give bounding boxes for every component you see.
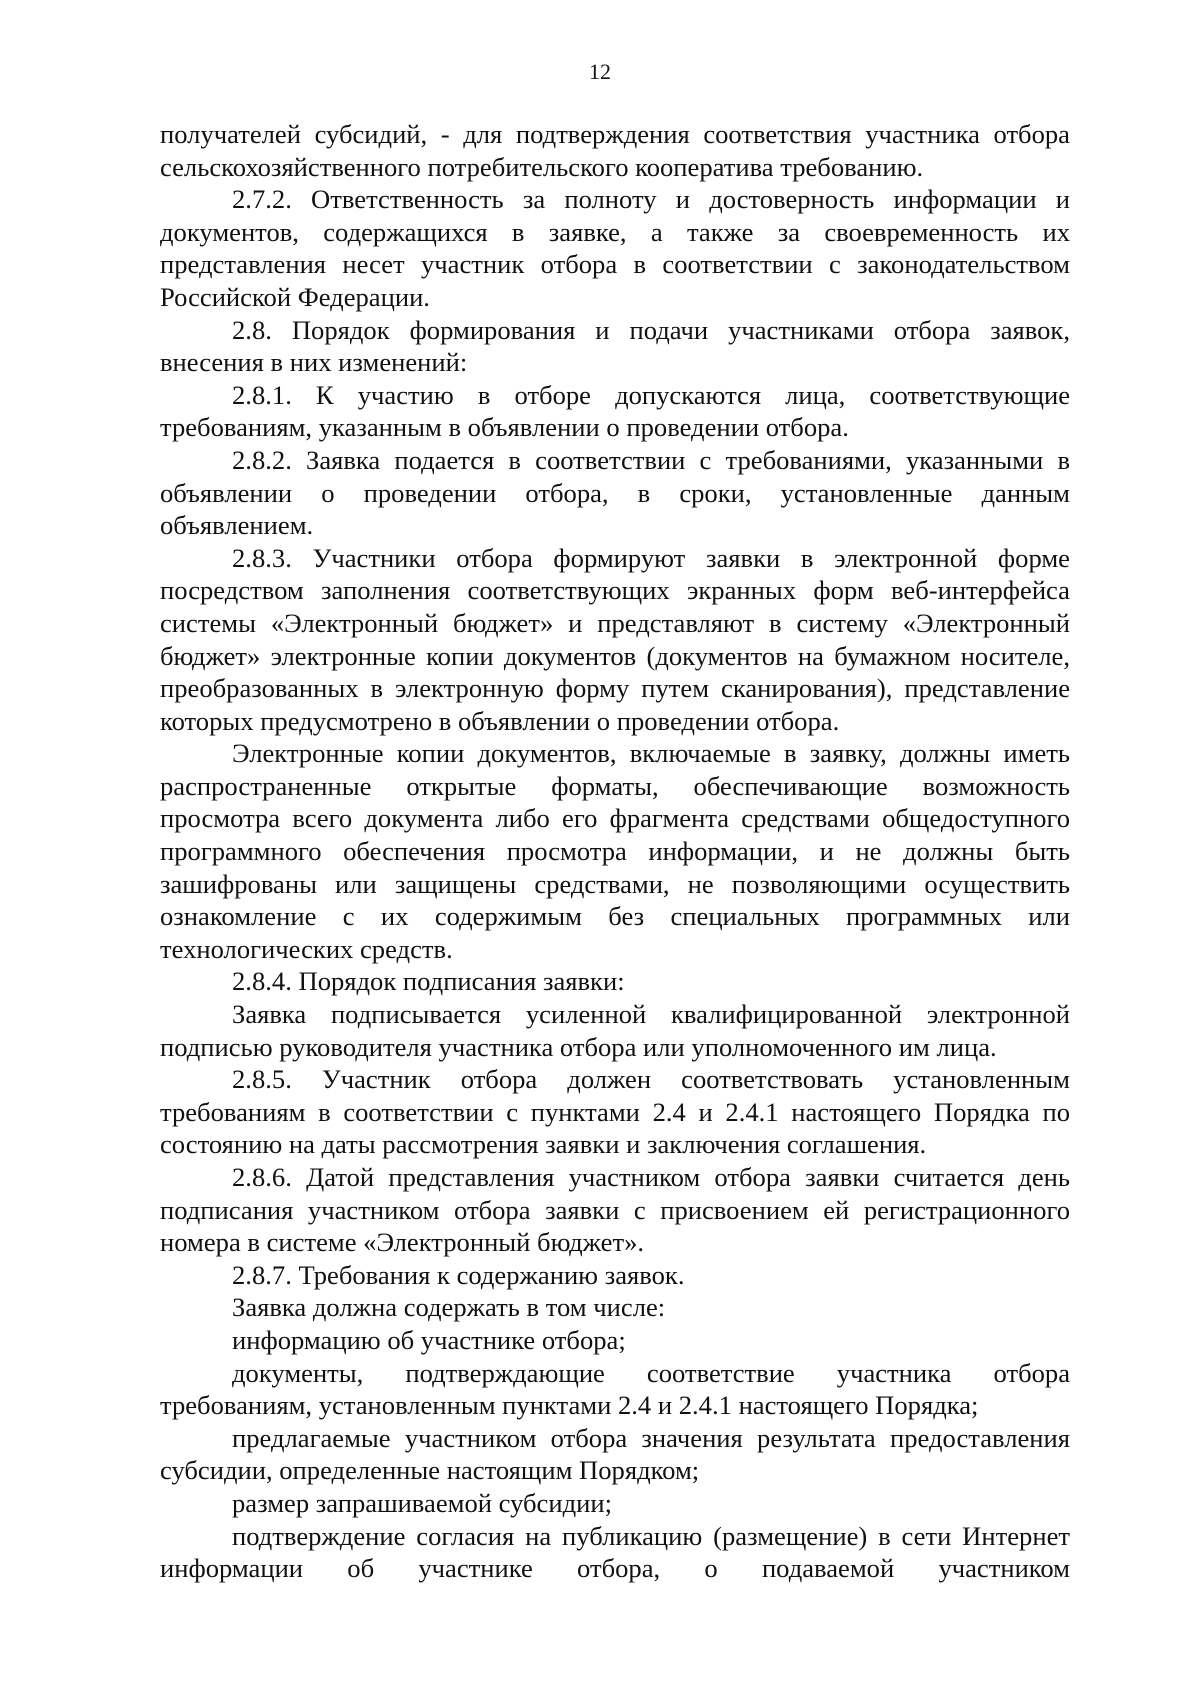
paragraph: 2.8.5. Участник отбора должен соответствовать установленным требованиям в соответствии с пунктами 2.4 и 2.4.1 настоящего Порядка по состоянию на даты рассмотрения заявки и заключения соглашения. — [160, 1064, 1070, 1160]
paragraph: Заявка подписывается усиленной квалифицированной электронной подписью руководителя участника отбора или уполномоченного им лица. — [160, 999, 1070, 1062]
paragraph: получателей субсидий, - для подтверждения соответствия участника отбора сельскохозяйственного потребительского кооператива требованию. — [160, 119, 1070, 182]
paragraph: 2.7.2. Ответственность за полноту и достоверность информации и документов, содержащихся в заявке, а также за своевременность их представления несет участник отбора в соответствии с законодательством Российской Федерации. — [160, 184, 1070, 312]
document-body — [160, 118, 1070, 1585]
paragraph: размер запрашиваемой субсидии; — [232, 1487, 612, 1518]
paragraph: Заявка должна содержать в том числе: — [232, 1292, 666, 1323]
paragraph: 2.8.6. Датой представления участником отбора заявки считается день подписания участником отбора заявки с присвоением ей регистрационного номера в системе «Электронный бюджет». — [160, 1162, 1070, 1258]
paragraph: 2.8. Порядок формирования и подачи участниками отбора заявок, внесения в них изменений: — [160, 314, 1070, 378]
paragraph: 2.8.2. Заявка подается в соответствии с требованиями, указанными в объявлении о проведении отбора, в сроки, установленные данным объявлением. — [160, 444, 1070, 541]
page-number: 12 — [589, 59, 611, 84]
paragraph: 2.8.3. Участники отбора формируют заявки в электронной форме посредством заполнения соответствующих экранных форм веб-интерфейса системы «Электронный бюджет» и представляют в систему «Электронный бюджет» электронные копии документов (документов на бумажном носителе, преобразованных в электронную форму путем сканирования), представление которых предусмотрено в объявлении о проведении отбора. — [160, 542, 1070, 736]
paragraph: 2.8.4. Порядок подписания заявки: — [232, 966, 625, 997]
paragraph: Электронные копии документов, включаемые в заявку, должны иметь распространенные открытые форматы, обеспечивающие возможность просмотра всего документа либо его фрагмента средствами общедоступного программного обеспечения просмотра информации, и не должны быть зашифрованы или защищены средствами, не позволяющими осуществить ознакомление с их содержимым без специальных программных или технологических средств. — [160, 738, 1070, 964]
paragraph: информацию об участнике отбора; — [232, 1324, 626, 1355]
paragraph: документы, подтверждающие соответствие участника отбора требованиям, установленным пунктами 2.4 и 2.4.1 настоящего Порядка; — [160, 1357, 1070, 1421]
paragraph: подтверждение согласия на публикацию (размещение) в сети Интернет информации об участнике отбора, о подаваемой участником — [160, 1520, 1070, 1584]
paragraph: предлагаемые участником отбора значения результата предоставления субсидии, определенные настоящим Порядком; — [160, 1422, 1070, 1486]
paragraph: 2.8.7. Требования к содержанию заявок. — [232, 1259, 685, 1290]
paragraph: 2.8.1. К участию в отборе допускаются лица, соответствующие требованиям, указанным в объявлении о проведении отбора. — [160, 379, 1070, 443]
